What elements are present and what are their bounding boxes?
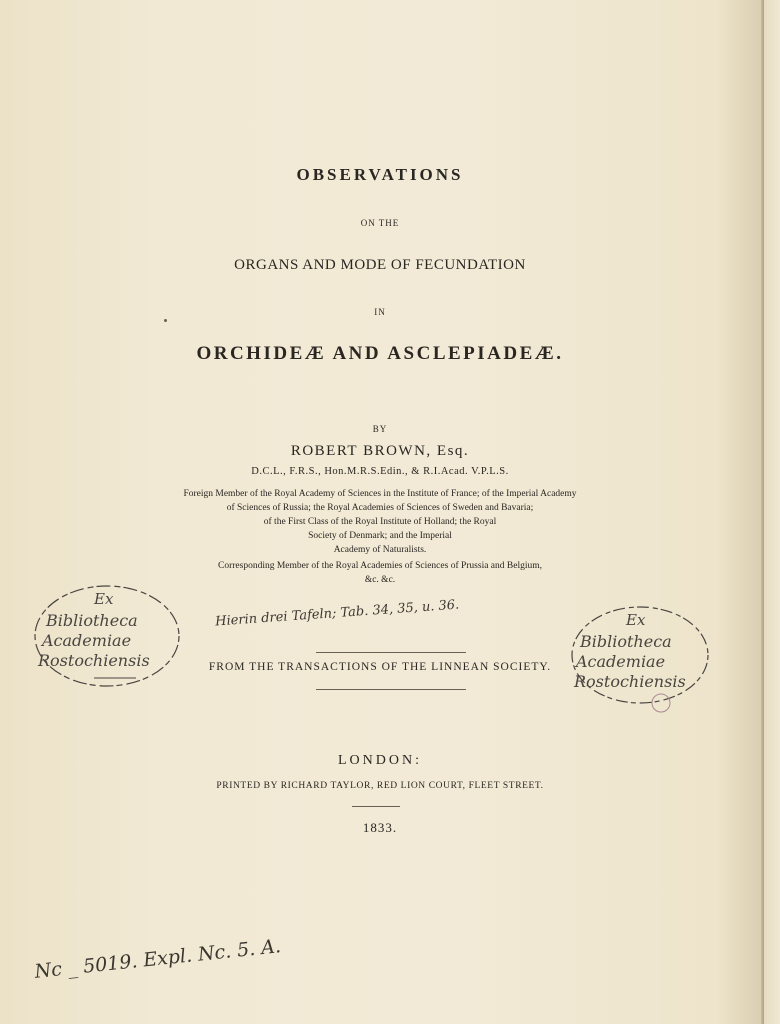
book-subject: ORCHIDEÆ AND ASCLEPIADEÆ. (196, 343, 564, 364)
page-edge (764, 0, 780, 1024)
stamp-line: Rostochiensis (38, 651, 150, 670)
divider-top (316, 652, 466, 653)
membership-line: &c. &c. (364, 575, 396, 585)
divider-bottom (316, 689, 466, 690)
author-degrees: D.C.L., F.R.S., Hon.M.R.S.Edin., & R.I.Acad. V.P.L.S. (251, 466, 509, 477)
membership-line: Corresponding Member of the Royal Academies of Sciences of Prussia and Belgium, (218, 561, 542, 571)
handwritten-shelf-mark: Nc _ 5019. Expl. Nc. 5. A. (33, 935, 282, 983)
membership-line: Foreign Member of the Royal Academy of Sciences in the Institute of France; of the Imperial Academy (183, 489, 577, 499)
imprint-year: 1833. (362, 820, 398, 835)
stamp-line: Bibliotheca (580, 632, 672, 651)
stamp-line: Ex (626, 611, 646, 629)
by-label: BY (372, 424, 388, 434)
library-stamp-right (568, 603, 712, 713)
page-edge-line (761, 0, 764, 1024)
membership-line: of the First Class of the Royal Institute of Holland; the Royal (263, 517, 497, 527)
imprint-printer: PRINTED BY RICHARD TAYLOR, RED LION COURT, FLEET STREET. (216, 781, 544, 791)
book-subtitle: ORGANS AND MODE OF FECUNDATION (234, 257, 526, 273)
stamp-line: Academiae (576, 652, 666, 671)
transactions-source: FROM THE TRANSACTIONS OF THE LINNEAN SOCIETY. (208, 661, 552, 673)
stamp-line: Ex (94, 590, 114, 608)
imprint-place: LONDON: (338, 753, 422, 768)
divider-year (352, 806, 400, 807)
stamp-seal (652, 694, 670, 712)
author-name: ROBERT BROWN, Esq. (290, 443, 470, 459)
book-title: OBSERVATIONS (296, 165, 464, 184)
membership-line: Academy of Naturalists. (333, 545, 427, 555)
ink-speck (164, 319, 167, 322)
stamp-line: Bibliotheca (46, 611, 138, 630)
membership-line: Society of Denmark; and the Imperial (308, 531, 452, 541)
handwritten-plate-note: Hierin drei Tafeln; Tab. 34, 35, u. 36. (214, 597, 460, 630)
library-stamp-left (32, 582, 182, 690)
on-the-label: ON THE (360, 218, 400, 228)
in-label: IN (374, 307, 386, 317)
stamp-line: Rostochiensis (574, 672, 686, 691)
stamp-line: Academiae (42, 631, 132, 650)
membership-line: of Sciences of Russia; the Royal Academies of Sciences of Sweden and Bavaria; (226, 503, 534, 513)
